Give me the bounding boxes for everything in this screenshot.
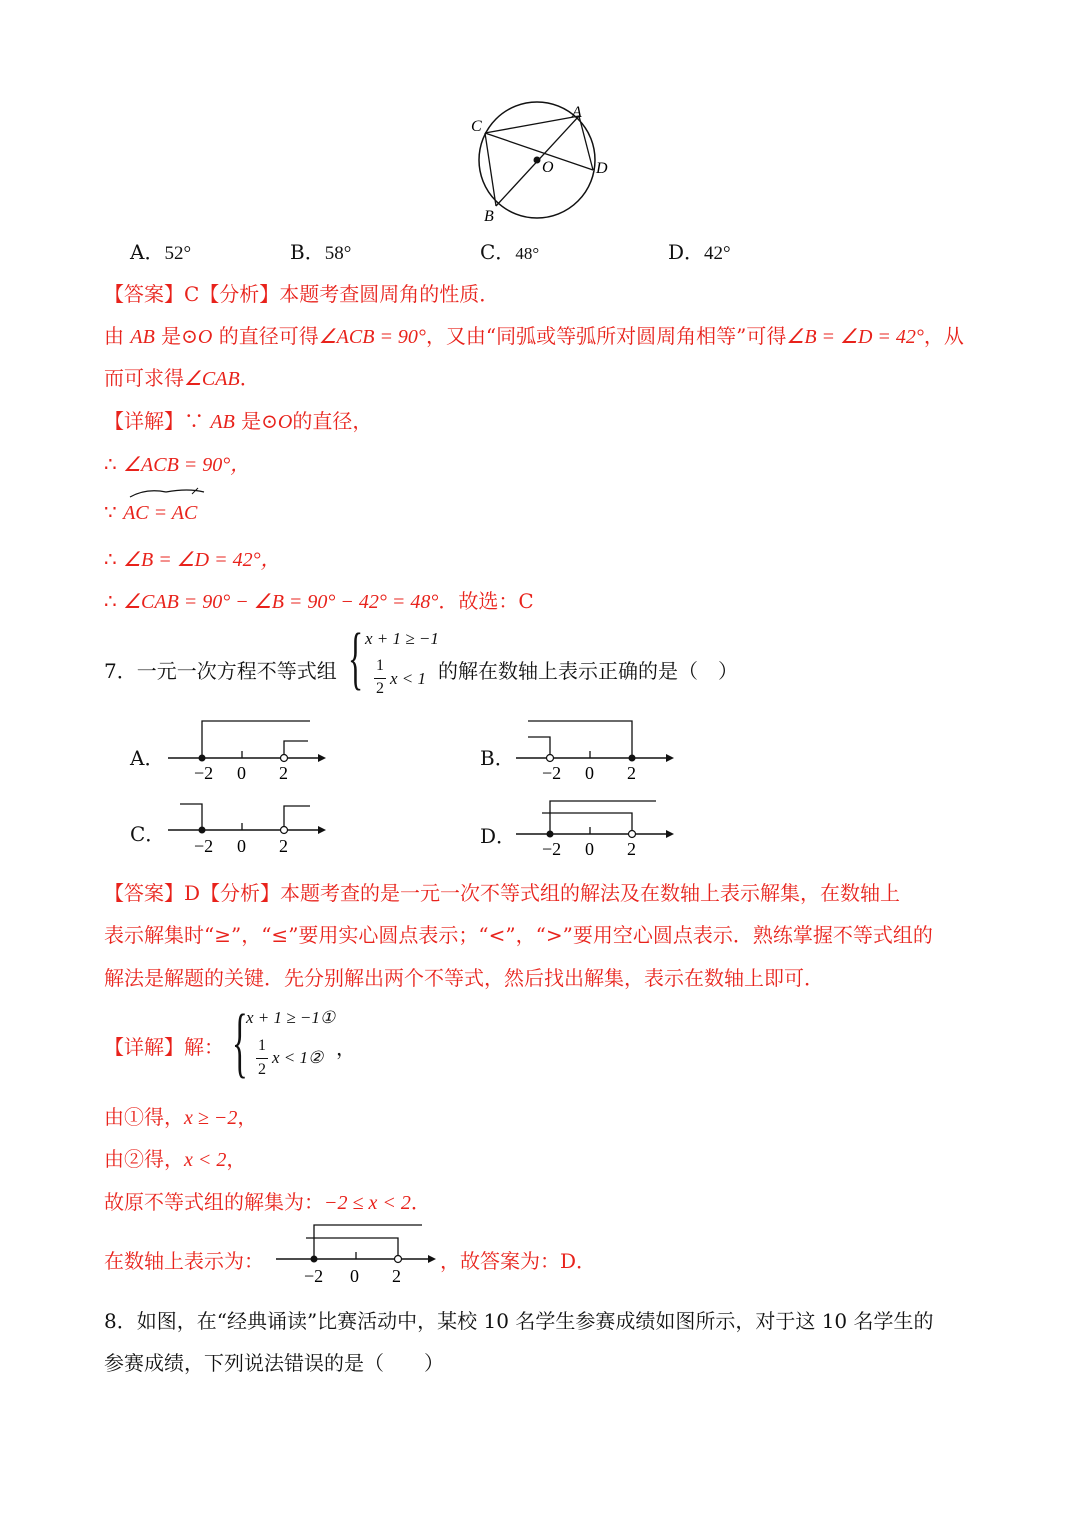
q6-step1 (104, 448, 250, 477)
math-ab: AB (130, 326, 155, 348)
q7-frac-den: 2 (376, 680, 384, 697)
math-ab: AB (210, 411, 235, 433)
q7-option-c-numberline[interactable] (160, 790, 335, 860)
tick-label: −2 (542, 763, 562, 783)
tick-label: 2 (279, 763, 288, 783)
math: −2 ≤ x < 2 (324, 1192, 411, 1214)
math-angle-b-d: ∠B = ∠D = 42° (786, 326, 924, 348)
option-value: 52° (164, 243, 192, 264)
chord-cd (485, 133, 593, 170)
text: 由②得， (104, 1147, 184, 1171)
tick-label: −2 (304, 1266, 324, 1286)
therefore-symbol: ∴ (104, 452, 117, 476)
q7-detail-frac-num: 1 (258, 1037, 266, 1054)
q7-stem-a: 7．一元一次方程不等式组 (104, 659, 337, 683)
therefore-symbol: ∴ (104, 589, 117, 613)
math-angle-cab: ∠CAB (184, 368, 240, 390)
q7-detail-sys1: x + 1 ≥ −1① (246, 1008, 336, 1027)
text: 由 (104, 324, 124, 348)
q7-show-tail: ，故答案为：D． (440, 1249, 597, 1273)
q7-option-c-letter[interactable]: C． (130, 822, 166, 846)
q7-solution (104, 1186, 431, 1215)
option-letter: B． (290, 240, 325, 264)
q8-line2: 参赛成绩，下列说法错误的是（ ） (104, 1351, 444, 1375)
text: ．故选：C (438, 589, 534, 613)
q6-answer-line: 【答案】C【分析】本题考查圆周角的性质． (104, 282, 500, 306)
tick-label: 0 (237, 836, 246, 856)
because-symbol: ∵ (104, 500, 117, 524)
tick-label: 0 (237, 763, 246, 783)
label-c: C (471, 118, 482, 135)
tick-label: 2 (627, 839, 636, 859)
q7-option-d-letter[interactable]: D． (480, 824, 517, 848)
math-o: O (197, 326, 213, 348)
q6-analysis-line1 (104, 320, 964, 349)
q7-brace: { (348, 620, 364, 697)
q6-step4 (104, 585, 534, 614)
math-step: ∠B = ∠D = 42°， (123, 549, 281, 571)
tick-label: 2 (627, 763, 636, 783)
q7-detail-label: 【详解】解： (104, 1035, 224, 1059)
q6-option-a[interactable] (130, 236, 191, 265)
label-o: O (542, 159, 554, 176)
tick-label: −2 (194, 836, 214, 856)
option-letter: D． (668, 240, 705, 264)
option-value: 58° (324, 243, 352, 264)
math-angle-acb: ∠ACB = 90° (318, 326, 426, 348)
q7-answer-line3: 解法是解题的关键．先分别解出两个不等式，然后找出解集，表示在数轴上即可． (104, 966, 824, 990)
text: ，从 (923, 324, 964, 348)
text: 由①得， (104, 1105, 184, 1129)
arc-marks (126, 486, 210, 500)
q6-detail-line (104, 405, 372, 434)
text: 而可求得 (104, 366, 184, 390)
q7-detail-brace: { (232, 998, 248, 1085)
q6-analysis-line2 (104, 362, 260, 391)
math-step: AC = AC (123, 502, 198, 524)
label-a: A (572, 104, 582, 121)
q7-option-b-letter[interactable]: B． (480, 746, 515, 770)
q6-option-b[interactable] (290, 236, 351, 265)
math: x ≥ −2 (184, 1107, 238, 1129)
tick-label: 2 (392, 1266, 401, 1286)
q7-stem-b: 的解在数轴上表示正确的是（ ） (438, 659, 738, 683)
option-letter: A． (130, 240, 165, 264)
q7-frac-bar (374, 678, 386, 679)
q7-answer-numberline (270, 1218, 450, 1288)
q6-step3 (104, 543, 281, 572)
chord-ad (579, 116, 593, 170)
q7-frac-num: 1 (376, 657, 384, 674)
q7-answer-line1: 【答案】D【分析】本题考查的是一元一次不等式组的解法及在数轴上表示解集，在数轴上 (104, 881, 901, 905)
q6-option-c[interactable] (480, 236, 539, 265)
q7-option-a-numberline[interactable] (160, 715, 335, 785)
q7-detail-frac-bar (256, 1058, 268, 1059)
math-o: O (277, 411, 293, 433)
option-value: 42° (704, 243, 731, 264)
label-b: B (484, 208, 494, 225)
q7-detail-comma: ， (336, 1036, 356, 1060)
tick-label: 0 (585, 763, 594, 783)
q7-option-b-numberline[interactable] (508, 715, 683, 785)
math-step: ∠ACB = 90°， (123, 454, 251, 476)
center-dot (534, 157, 541, 164)
text: 故原不等式组的解集为： (104, 1190, 324, 1214)
q7-answer-line2: 表示解集时“≥”，“≤”要用实心圆点表示；“<”，“>”要用空心圆点表示．熟练掌握不等式组的 (104, 923, 933, 947)
label-d: D (596, 160, 608, 177)
q7-from1 (104, 1101, 257, 1130)
tick-label: −2 (542, 839, 562, 859)
q6-option-d[interactable] (668, 236, 731, 265)
text: ． (239, 366, 260, 390)
tick-label: 2 (279, 836, 288, 856)
option-value: 48° (515, 244, 540, 263)
text: 的直径可得 (218, 324, 319, 348)
q7-detail-frac-den: 2 (258, 1061, 266, 1078)
q6-step2 (104, 500, 197, 525)
text: ，又由“同弧或等弧所对圆周角相等”可得 (425, 324, 787, 348)
math: x < 2 (184, 1149, 227, 1171)
text: ， (237, 1105, 258, 1129)
q7-detail-sys2: x < 1② (272, 1048, 324, 1067)
tick-label: −2 (194, 763, 214, 783)
q7-show-label: 在数轴上表示为： (104, 1249, 264, 1273)
text: 的直径， (292, 409, 373, 433)
text: ． (410, 1190, 431, 1214)
q7-option-d-numberline[interactable] (508, 795, 683, 865)
detail-label: 【详解】∵ (104, 409, 204, 433)
q7-system-line2: x < 1 (390, 669, 427, 688)
q7-system-line1: x + 1 ≥ −1 (365, 629, 439, 648)
text: 是⊙ (241, 409, 278, 433)
text: ， (226, 1147, 247, 1171)
q8-line1: 8．如图，在“经典诵读”比赛活动中，某校 10 名学生参赛成绩如图所示，对于这 10 名学生的 (104, 1309, 934, 1333)
circle-figure (460, 100, 620, 230)
math-step: ∠CAB = 90° − ∠B = 90° − 42° = 48° (123, 591, 439, 613)
q7-option-a-letter[interactable]: A． (130, 746, 165, 770)
text: 是⊙ (161, 324, 198, 348)
tick-label: 0 (585, 839, 594, 859)
q7-from2 (104, 1143, 246, 1172)
option-letter: C． (480, 240, 516, 264)
therefore-symbol: ∴ (104, 547, 117, 571)
tick-label: 0 (350, 1266, 359, 1286)
